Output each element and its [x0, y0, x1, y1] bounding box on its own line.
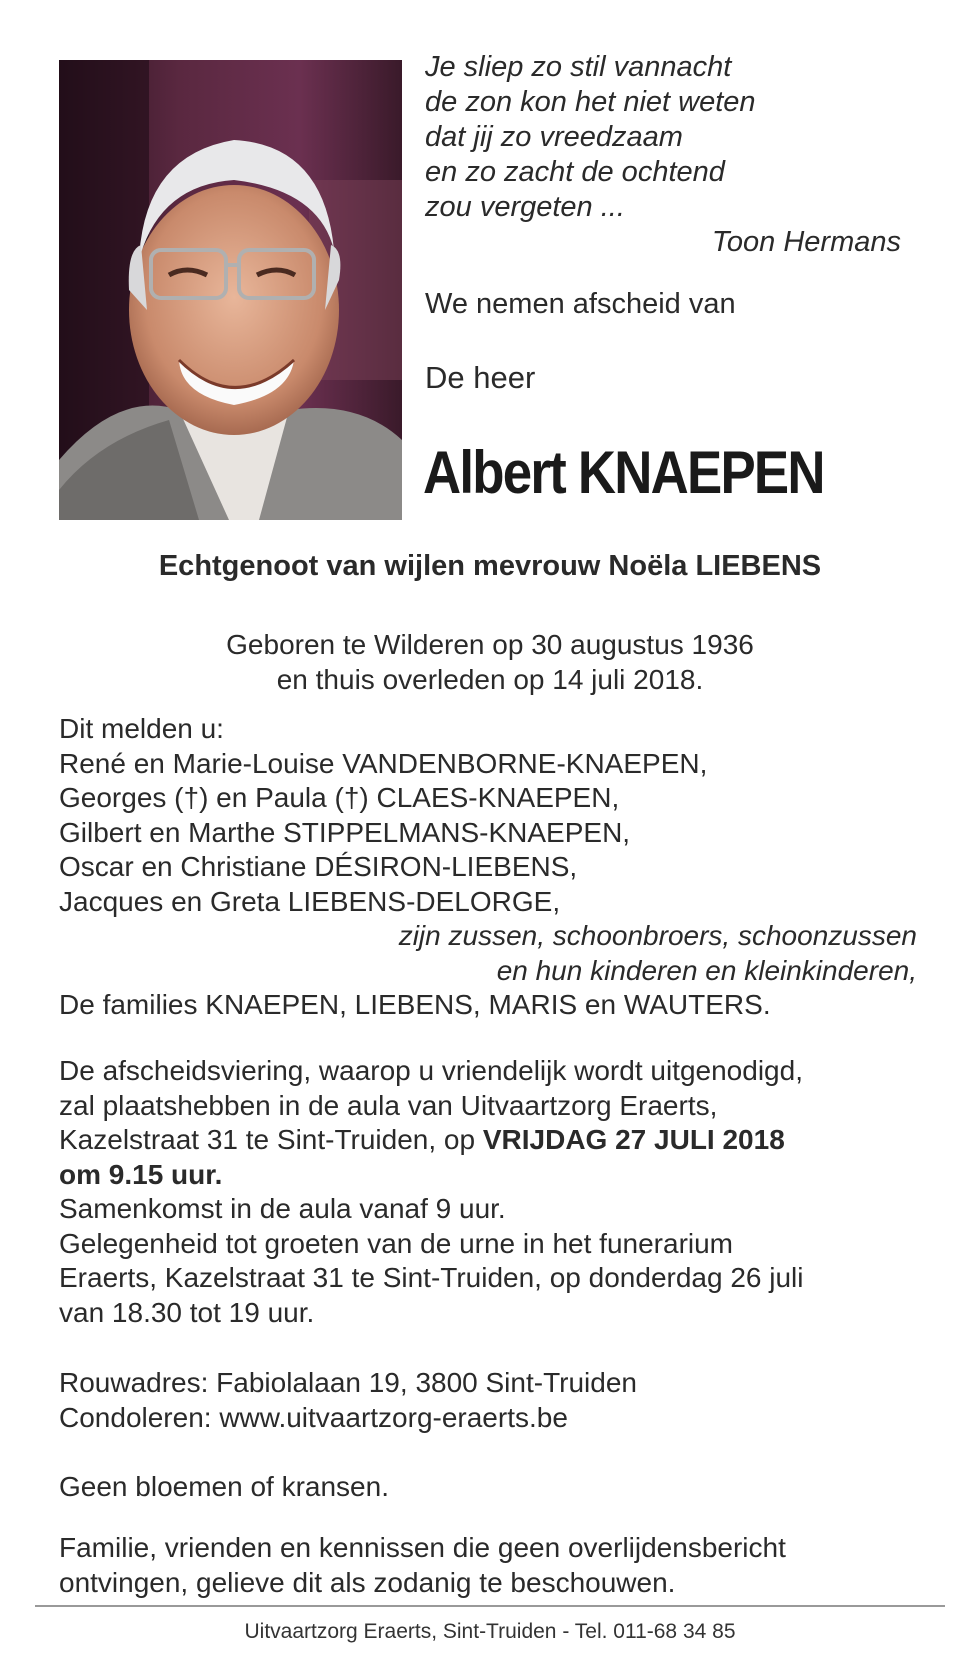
poem-line: de zon kon het niet weten [425, 86, 756, 118]
family-member: Jacques en Greta LIEBENS-DELORGE, [59, 885, 561, 917]
footer-divider [35, 1605, 945, 1607]
intro-text: We nemen afscheid van [425, 288, 736, 320]
family-member: Oscar en Christiane DÉSIRON-LIEBENS, [59, 851, 578, 882]
relation-line: en hun kinderen en kleinkinderen, [496, 954, 917, 986]
no-flowers-line: Geen bloemen of kransen. [59, 1471, 389, 1502]
family-lead: Dit melden u: [59, 713, 224, 744]
life-dates [0, 627, 980, 697]
portrait-photo [59, 60, 402, 520]
families-line: De families KNAEPEN, LIEBENS, MARIS en WAUTERS. [59, 989, 771, 1020]
poem-line: Je sliep zo stil vannacht [425, 51, 732, 83]
ceremony-line: Eraerts, Kazelstraat 31 te Sint-Truiden, op donderdag 26 juli [59, 1262, 804, 1293]
notice-line: Familie, vrienden en kennissen die geen overlijdensbericht [59, 1532, 786, 1563]
ceremony-date: VRIJDAG 27 JULI 2018 [482, 1124, 785, 1155]
ceremony-block [59, 1054, 929, 1330]
ceremony-line: zal plaatshebben in de aula van Uitvaartzorg Eraerts, [59, 1089, 718, 1121]
deceased-name: Albert KNAEPEN [423, 439, 824, 506]
ceremony-line: van 18.30 tot 19 uur. [59, 1296, 315, 1328]
birth-line: Geboren te Wilderen op 30 augustus 1936 [226, 629, 754, 660]
ceremony-line [59, 1123, 929, 1158]
family-block [59, 712, 929, 1023]
mourning-address: Rouwadres: Fabiolalaan 19, 3800 Sint-Truiden [59, 1367, 637, 1398]
poem-line: dat jij zo vreedzaam [425, 121, 683, 153]
ceremony-line: Gelegenheid tot groeten van de urne in het funerarium [59, 1227, 734, 1259]
footer-text: Uitvaartzorg Eraerts, Sint-Truiden - Tel. 011-68 34 85 [244, 1620, 736, 1643]
death-line: en thuis overleden op 14 juli 2018. [276, 664, 704, 695]
contact-block [59, 1366, 929, 1435]
poem [425, 50, 925, 260]
poem-line: en zo zacht de ochtend [425, 156, 725, 188]
ceremony-line [59, 1158, 929, 1193]
family-member: Gilbert en Marthe STIPPELMANS-KNAEPEN, [59, 816, 631, 848]
family-member: Georges (†) en Paula (†) CLAES-KNAEPEN, [59, 782, 620, 813]
ceremony-time: om 9.15 uur. [59, 1158, 223, 1190]
poem-line: zou vergeten ... [425, 191, 625, 223]
notice-block [59, 1531, 929, 1600]
spouse-line: Echtgenoot van wijlen mevrouw Noëla LIEBENS [158, 550, 822, 582]
relation-line: zijn zussen, schoonbroers, schoonzussen [398, 920, 917, 951]
no-flowers [59, 1470, 929, 1505]
condolences-line: Condoleren: www.uitvaartzorg-eraerts.be [59, 1401, 568, 1433]
poem-author: Toon Hermans [711, 226, 901, 258]
ceremony-location: Kazelstraat 31 te Sint-Truiden, op [59, 1124, 483, 1155]
ceremony-line: Samenkomst in de aula vanaf 9 uur. [59, 1193, 506, 1224]
honorific: De heer [425, 360, 536, 395]
notice-line: ontvingen, gelieve dit als zodanig te beschouwen. [59, 1566, 676, 1598]
ceremony-line: De afscheidsviering, waarop u vriendelijk wordt uitgenodigd, [59, 1055, 803, 1086]
family-member: René en Marie-Louise VANDENBORNE-KNAEPEN, [59, 747, 708, 779]
